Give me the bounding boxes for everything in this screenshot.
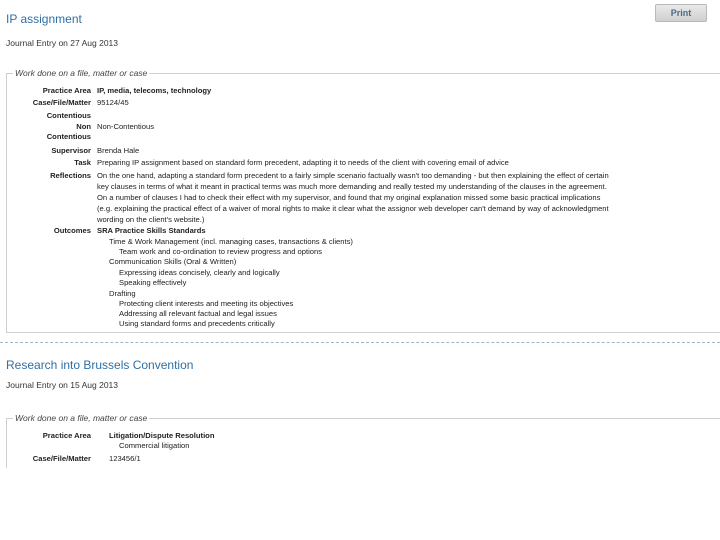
- entry-title-brussels-convention[interactable]: Research into Brussels Convention: [6, 358, 194, 372]
- work-done-fieldset: [6, 413, 720, 468]
- outcome-item: Protecting client interests and meeting its objectives: [119, 299, 294, 308]
- work-done-fieldset: [6, 68, 720, 333]
- outcome-item: Time & Work Management (incl. managing cases, transactions & clients): [109, 237, 353, 246]
- practice-area-value: IP, media, telecoms, technology: [97, 86, 212, 95]
- reflections-line: On the one hand, adapting a standard form precedent to a fairly simple scenario factually wasn't too demanding - but then explaining the effect of certain: [97, 171, 609, 180]
- case-label: Case/File/Matter: [32, 454, 91, 463]
- practice-area-value: Litigation/Dispute Resolution: [109, 431, 215, 440]
- task-label: Task: [74, 158, 91, 167]
- reflections-label: Reflections: [50, 171, 91, 180]
- outcomes-heading: SRA Practice Skills Standards: [97, 226, 206, 235]
- fieldset-legend: Work done on a file, matter or case: [15, 413, 148, 423]
- task-value: Preparing IP assignment based on standard form precedent, adapting it to needs of the client with covering email of advice: [97, 158, 509, 167]
- case-label: Case/File/Matter: [32, 98, 91, 107]
- noncontentious-label-2: Contentious: [46, 132, 91, 141]
- outcome-item: Expressing ideas concisely, clearly and logically: [119, 268, 280, 277]
- outcomes-label: Outcomes: [53, 226, 91, 235]
- reflections-line: (e.g. explaining the practical effect of a waiver of moral rights to make it clear what the assignor web developer can't demand by way of acknowledgment: [97, 204, 609, 213]
- noncontentious-value: Non-Contentious: [97, 122, 154, 131]
- entry-title-ip-assignment[interactable]: IP assignment: [6, 12, 82, 26]
- case-value: 123456/1: [109, 454, 141, 463]
- practice-area-label: Practice Area: [42, 431, 91, 440]
- outcome-item: Communication Skills (Oral & Written): [109, 257, 237, 266]
- outcome-item: Using standard forms and precedents critically: [119, 319, 275, 328]
- reflections-line: On a number of clauses I had to check their effect with my supervisor, and found that my original explanation missed some basic practical implications: [97, 193, 601, 202]
- fieldset-legend: Work done on a file, matter or case: [15, 68, 148, 78]
- contentious-label: Contentious: [46, 111, 91, 120]
- reflections-line: wording on the client's website.): [97, 215, 205, 224]
- outcome-item: Team work and co-ordination to review progress and options: [119, 247, 323, 256]
- outcome-item: Drafting: [109, 289, 136, 298]
- journal-entry-date: Journal Entry on 15 Aug 2013: [6, 380, 118, 390]
- print-button[interactable]: Print: [655, 4, 707, 22]
- entry-separator: [0, 342, 720, 343]
- practice-area-subvalue: Commercial litigation: [119, 441, 190, 450]
- outcome-item: Addressing all relevant factual and legal issues: [119, 309, 277, 318]
- practice-area-label: Practice Area: [42, 86, 91, 95]
- reflections-line: key clauses in terms of what it meant in practical terms was much more demanding and really tested my understanding of the clauses in the agreement.: [97, 182, 607, 191]
- case-value: 95124/45: [97, 98, 129, 107]
- noncontentious-label-1: Non: [76, 122, 91, 131]
- supervisor-label: Supervisor: [51, 146, 91, 155]
- journal-entry-date: Journal Entry on 27 Aug 2013: [6, 38, 118, 48]
- outcome-item: Speaking effectively: [119, 278, 187, 287]
- supervisor-value: Brenda Hale: [97, 146, 140, 155]
